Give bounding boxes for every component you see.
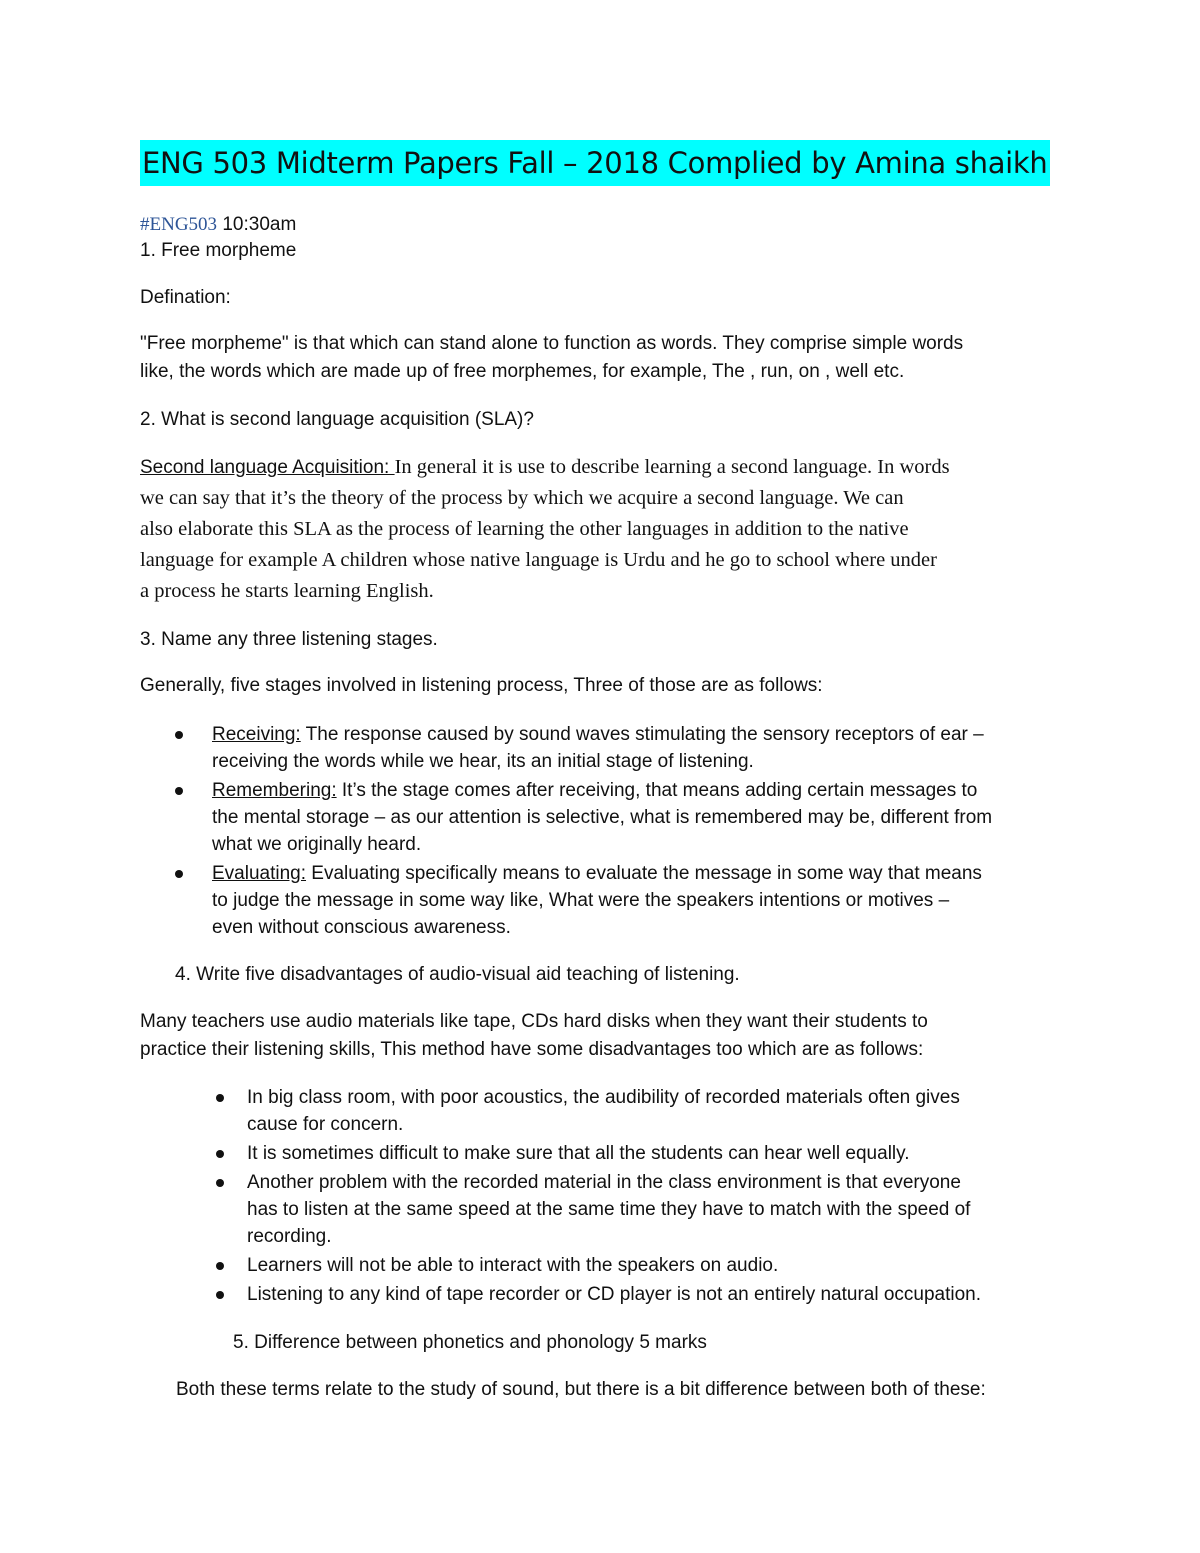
time-label: 10:30am <box>217 214 297 235</box>
item-text: Learners will not be able to interact with the speakers on audio. <box>247 1255 779 1276</box>
list-item <box>247 1084 981 1138</box>
header-line <box>140 212 296 238</box>
item-text: It is sometimes difficult to make sure that all the students can hear well equally. <box>247 1143 910 1164</box>
q4-question: 4. Write five disadvantages of audio-visual aid teaching of listening. <box>175 964 740 985</box>
q1-answer-line: "Free morpheme" is that which can stand alone to function as words. They comprise simple words <box>140 333 964 354</box>
stage-term: Evaluating: <box>212 863 307 884</box>
stage-text: It’s the stage comes after receiving, that means adding certain messages to <box>336 780 978 801</box>
item-text: Listening to any kind of tape recorder or CD player is not an entirely natural occupation. <box>247 1284 982 1305</box>
bullet-icon <box>216 1094 224 1102</box>
bullet-icon <box>216 1150 224 1158</box>
hashtag-link[interactable]: #ENG503 <box>140 214 218 235</box>
stage-text: The response caused by sound waves stimulating the sensory receptors of ear – <box>300 724 984 745</box>
q3-question: 3. Name any three listening stages. <box>140 629 438 650</box>
list-item <box>212 777 992 858</box>
bullet-icon <box>216 1291 224 1299</box>
q4-intro-line: Many teachers use audio materials like tape, CDs hard disks when they want their students to <box>140 1011 928 1032</box>
q4-intro-line: practice their listening skills, This method have some disadvantages too which are as follows: <box>140 1039 924 1060</box>
list-item <box>247 1169 981 1250</box>
q1-answer-line: like, the words which are made up of free morphemes, for example, The , run, on , well etc. <box>140 361 905 382</box>
item-text: has to listen at the same speed at the same time they have to match with the speed of <box>247 1199 971 1220</box>
list-item <box>247 1140 981 1167</box>
list-item <box>247 1281 981 1308</box>
q2-answer-text: In general it is use to describe learning a second language. In words <box>394 456 950 478</box>
q2-answer-line: language for example A children whose native language is Urdu and he go to school where under <box>140 549 937 571</box>
q3-intro: Generally, five stages involved in listening process, Three of those are as follows: <box>140 675 823 696</box>
stage-text: what we originally heard. <box>212 834 422 855</box>
bullet-icon <box>175 787 183 795</box>
bullet-icon <box>175 870 183 878</box>
stage-text: Evaluating specifically means to evaluate the message in some way that means <box>306 863 982 884</box>
stage-term: Receiving: <box>212 724 301 745</box>
list-item <box>212 860 992 941</box>
item-text: In big class room, with poor acoustics, the audibility of recorded materials often gives <box>247 1087 960 1108</box>
bullet-icon <box>216 1179 224 1187</box>
q5-question: 5. Difference between phonetics and phonology 5 marks <box>233 1332 707 1353</box>
listening-stages-list <box>212 721 992 941</box>
disadvantages-list <box>247 1084 981 1308</box>
q1-label: Defination: <box>140 287 231 308</box>
stage-text: even without conscious awareness. <box>212 917 511 938</box>
item-text: recording. <box>247 1226 332 1247</box>
q2-answer-line: also elaborate this SLA as the process of learning the other languages in addition to the native <box>140 518 909 540</box>
bullet-icon <box>175 731 183 739</box>
page-title: ENG 503 Midterm Papers Fall – 2018 Complied by Amina shaikh <box>140 140 1050 186</box>
list-item <box>212 721 992 775</box>
q1-question: 1. Free morpheme <box>140 240 297 261</box>
q2-question: 2. What is second language acquisition (SLA)? <box>140 409 534 430</box>
q2-answer-line: a process he starts learning English. <box>140 580 434 602</box>
list-item <box>247 1252 981 1279</box>
item-text: Another problem with the recorded material in the class environment is that everyone <box>247 1172 961 1193</box>
q5-intro: Both these terms relate to the study of sound, but there is a bit difference between both of these: <box>176 1379 986 1400</box>
stage-text: receiving the words while we hear, its an initial stage of listening. <box>212 751 754 772</box>
bullet-icon <box>216 1262 224 1270</box>
q2-answer-line <box>140 452 950 483</box>
q2-answer-line: we can say that it’s the theory of the process by which we acquire a second language. We can <box>140 487 904 509</box>
q2-term: Second language Acquisition: <box>140 457 395 478</box>
item-text: cause for concern. <box>247 1114 404 1135</box>
stage-term: Remembering: <box>212 780 337 801</box>
stage-text: to judge the message in some way like, What were the speakers intentions or motives – <box>212 890 950 911</box>
stage-text: the mental storage – as our attention is selective, what is remembered may be, different from <box>212 807 993 828</box>
